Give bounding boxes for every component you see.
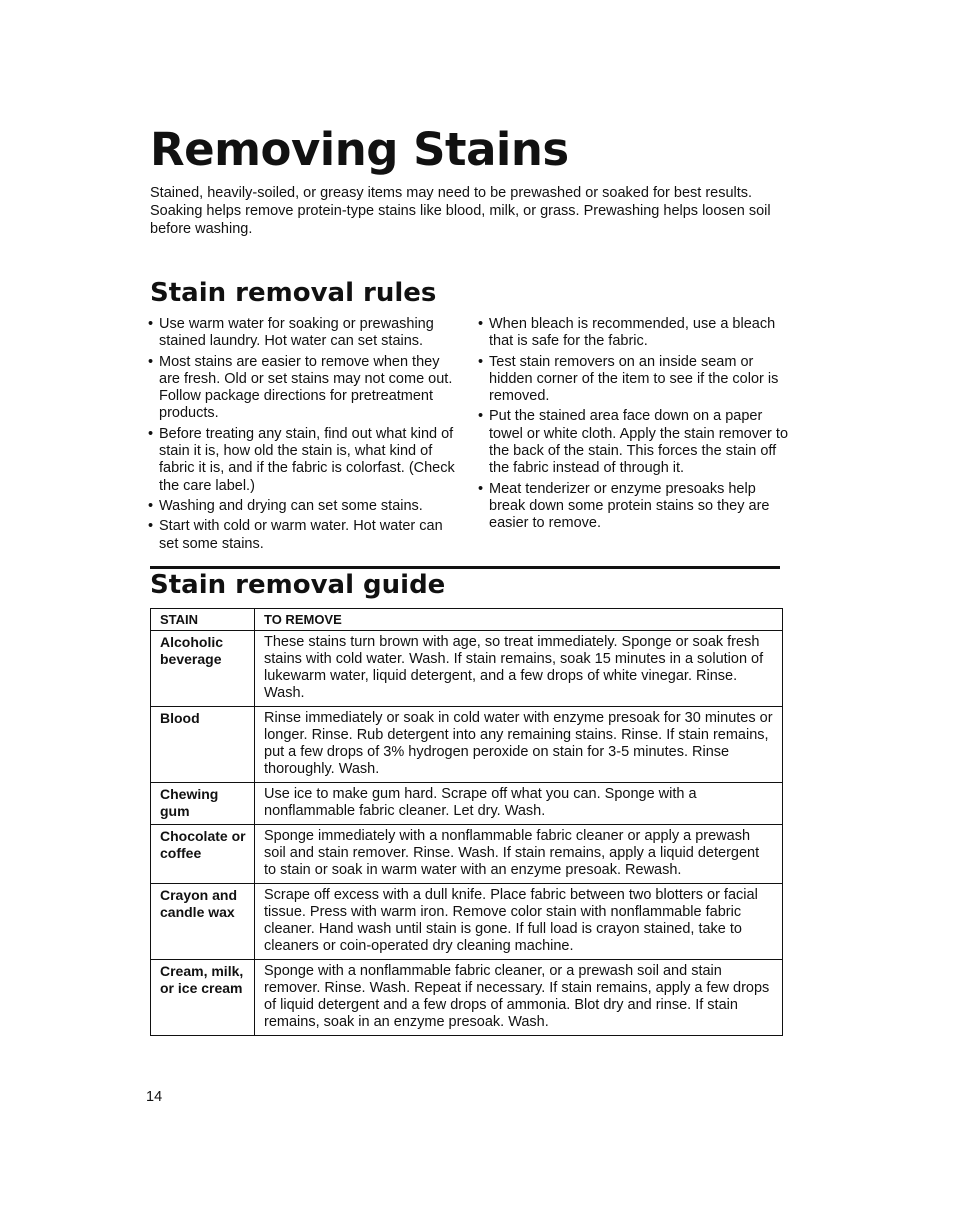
- remove-cell: Sponge immediately with a nonflammable fabric cleaner or apply a prewash soil and stain remover. Rinse. Wash. If stain remains, apply a liquid detergent to stain or soak in warm water with an enzyme presoak. Rewash.: [255, 825, 783, 884]
- rule-item: [478, 354, 788, 406]
- stain-cell: Crayon and candle wax: [151, 884, 255, 960]
- rule-item: [148, 498, 460, 515]
- rule-text: Meat tenderizer or enzyme presoaks help break down some protein stains so they are easier to remove.: [489, 480, 770, 532]
- page-title: Removing Stains: [150, 123, 569, 176]
- stain-removal-table: [150, 608, 783, 1036]
- rule-text: Washing and drying can set some stains.: [159, 497, 423, 514]
- table-row: [151, 825, 783, 884]
- intro-paragraph: Stained, heavily-soiled, or greasy items may need to be prewashed or soaked for best results. Soaking helps remove protein-type stains like blood, milk, or grass. Prewashing helps loosen soil before washing.: [150, 185, 771, 237]
- stain-cell: Cream, milk, or ice cream: [151, 960, 255, 1036]
- rule-text: Test stain removers on an inside seam or hidden corner of the item to see if the color is removed.: [489, 353, 779, 405]
- table-row: [151, 631, 783, 707]
- rule-item: [478, 316, 788, 351]
- rule-text: Most stains are easier to remove when they are fresh. Old or set stains may not come out. Follow package directions for pretreatment products.: [159, 353, 453, 422]
- stain-cell: Chewing gum: [151, 783, 255, 825]
- rule-item: [148, 316, 460, 351]
- rule-item: [478, 408, 788, 477]
- column-header-stain: STAIN: [151, 609, 255, 631]
- rules-list-right: [478, 316, 788, 536]
- stain-removal-guide-heading: Stain removal guide: [150, 570, 446, 600]
- bullet-icon: •: [148, 353, 154, 370]
- column-header-to-remove: TO REMOVE: [255, 609, 783, 631]
- rule-text: Use warm water for soaking or prewashing stained laundry. Hot water can set stains.: [159, 316, 434, 350]
- bullet-icon: •: [478, 480, 484, 497]
- stain-cell: Chocolate or coffee: [151, 825, 255, 884]
- bullet-icon: •: [148, 497, 154, 514]
- bullet-icon: •: [148, 316, 154, 332]
- stain-cell: Alcoholic beverage: [151, 631, 255, 707]
- rule-item: [148, 426, 460, 495]
- remove-cell: Sponge with a nonflammable fabric cleaner, or a prewash soil and stain remover. Rinse. Wash. Repeat if necessary. If stain remains, apply a few drops of liquid detergent and a few drops of ammonia. Blot dry and rinse. If stain remains, soak in an enzyme presoak. Wash.: [255, 960, 783, 1036]
- rule-text: Put the stained area face down on a paper towel or white cloth. Apply the stain remover to the back of the stain. This forces the stain off the fabric instead of through it.: [489, 408, 789, 477]
- section-divider: [150, 566, 780, 569]
- stain-cell: Blood: [151, 707, 255, 783]
- rules-list-left: [148, 316, 460, 556]
- rule-item: [148, 518, 460, 553]
- bullet-icon: •: [478, 316, 484, 332]
- rule-item: [478, 481, 788, 533]
- bullet-icon: •: [478, 408, 484, 425]
- table-row: [151, 783, 783, 825]
- remove-cell: Rinse immediately or soak in cold water with enzyme presoak for 30 minutes or longer. Rinse. Rub detergent into any remaining stains. Rinse. If stain remains, put a few drops of 3% hydrogen peroxide on stain for 3-5 minutes. Rinse thoroughly. Wash.: [255, 707, 783, 783]
- table-header-row: [151, 609, 783, 631]
- bullet-icon: •: [148, 425, 154, 442]
- rule-text: Start with cold or warm water. Hot water can set some stains.: [159, 518, 443, 552]
- table-row: [151, 884, 783, 960]
- page-number: 14: [146, 1089, 163, 1105]
- bullet-icon: •: [478, 353, 484, 370]
- remove-cell: Scrape off excess with a dull knife. Place fabric between two blotters or facial tissue. Press with warm iron. Remove color stain with nonflammable fabric cleaner. Hand wash until stain is gone. If full load is crayon stained, take to cleaners or coin-operated dry cleaning machine.: [255, 884, 783, 960]
- remove-cell: Use ice to make gum hard. Scrape off what you can. Sponge with a nonflammable fabric cleaner. Let dry. Wash.: [255, 783, 783, 825]
- remove-cell: These stains turn brown with age, so treat immediately. Sponge or soak fresh stains with cold water. Wash. If stain remains, soak 15 minutes in a solution of lukewarm water, liquid detergent, and a few drops of white vinegar. Rinse. Wash.: [255, 631, 783, 707]
- bullet-icon: •: [148, 518, 154, 535]
- table-row: [151, 960, 783, 1036]
- rule-text: When bleach is recommended, use a bleach that is safe for the fabric.: [489, 316, 776, 350]
- stain-removal-rules-heading: Stain removal rules: [150, 278, 437, 308]
- rule-text: Before treating any stain, find out what kind of stain it is, how old the stain is, what kind of fabric it is, and if the fabric is colorfast. (Check the care label.): [159, 425, 455, 494]
- table-row: [151, 707, 783, 783]
- rule-item: [148, 354, 460, 423]
